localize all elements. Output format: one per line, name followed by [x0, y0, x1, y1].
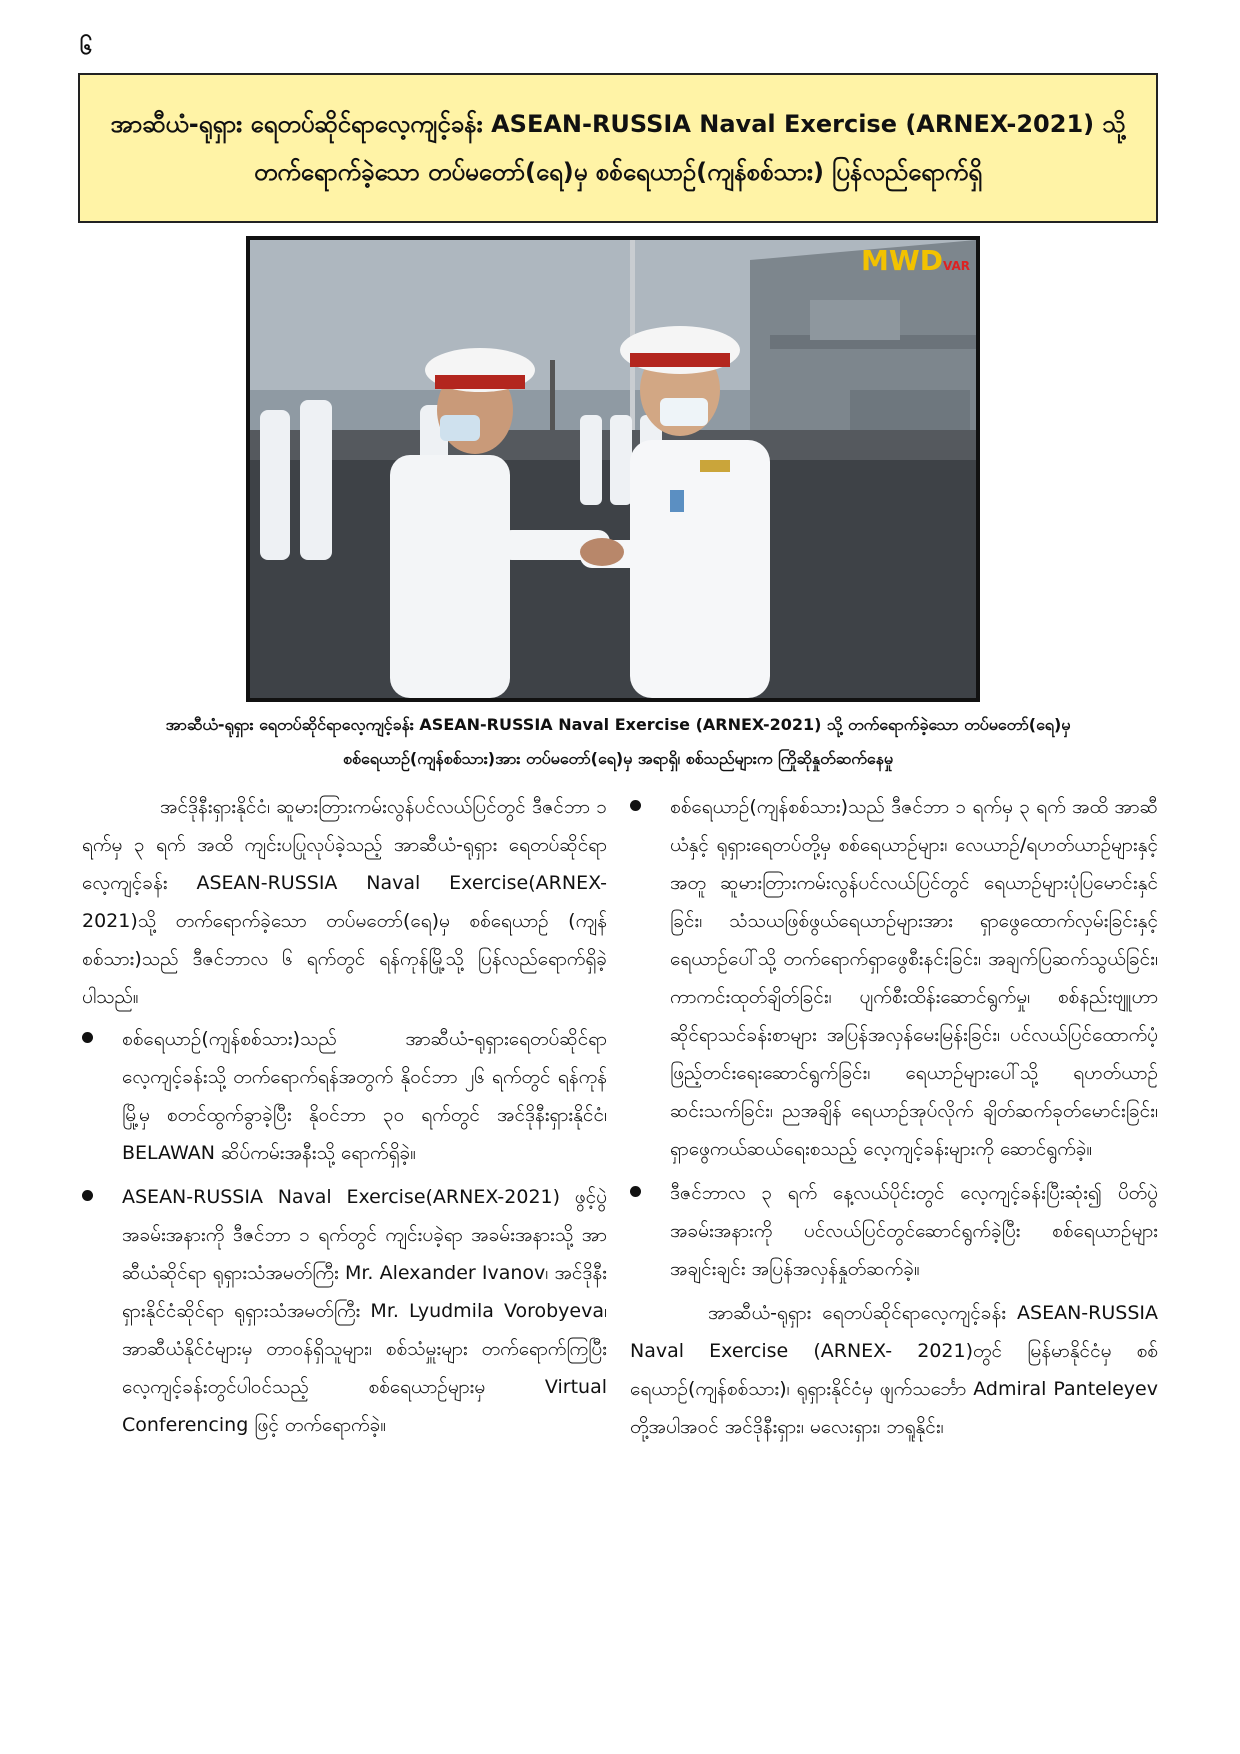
caption-line-1: အာဆီယံ-ရုရှား ရေတပ်ဆိုင်ရာလေ့ကျင့်ခန်း ASEAN-RUSSIA Naval Exercise (ARNEX-2021) သို့ တက်ရောက်ခဲ့သော တပ်မတော်(ရေ)မှ	[165, 715, 1071, 734]
news-photo	[246, 236, 980, 702]
left-column	[82, 788, 607, 1450]
bullet-dot-icon	[82, 1032, 93, 1043]
bullet-text: ဒီဇင်ဘာလ ၃ ရက် နေ့လယ်ပိုင်းတွင် လေ့ကျင့်ခန်းပြီးဆုံး၍ ပိတ်ပွဲအခမ်းအနားကို ပင်လယ်ပြင်တွင်ဆောင်ရွက်ခဲ့ပြီး စစ်ရေယာဉ်များအချင်းချင်း အပြန်အလှန်နှုတ်ဆက်ခဲ့။	[670, 1182, 1158, 1280]
bullet-text: စစ်ရေယာဉ်(ကျန်စစ်သား)သည် အာဆီယံ-ရုရှားရေတပ်ဆိုင်ရာ လေ့ကျင့်ခန်းသို့ တက်ရောက်ရန်အတွက် နိုဝင်ဘာ ၂၆ ရက်တွင် ရန်ကုန်မြို့မှ စတင်ထွက်ခွာခဲ့ပြီး နိုဝင်ဘာ ၃၀ ရက်တွင် အင်ဒိုနီးရှားနိုင်ငံ၊ BELAWAN ဆိပ်ကမ်းအနီးသို့ ရောက်ရှိခဲ့။	[122, 1028, 607, 1164]
photo-caption	[78, 708, 1158, 776]
bullet-item	[630, 788, 1158, 1168]
bullet-item	[630, 1174, 1158, 1288]
tv-watermark	[861, 244, 970, 277]
watermark-suffix: VAR	[943, 259, 970, 273]
page-number: ၆	[80, 35, 93, 60]
headline-box	[78, 73, 1158, 223]
bullet-dot-icon	[82, 1190, 93, 1201]
watermark-logo: MWD	[861, 244, 943, 277]
caption-line-2: စစ်ရေယာဉ်(ကျန်စစ်သား)အား တပ်မတော်(ရေ)မှ အရာရှိ၊ စစ်သည်များက ကြိုဆိုနှုတ်ဆက်နေမှု	[343, 749, 893, 768]
bullet-dot-icon	[630, 800, 641, 811]
intro-paragraph: အင်ဒိုနီးရှားနိုင်ငံ၊ ဆူမားတြားကမ်းလွန်ပင်လယ်ပြင်တွင် ဒီဇင်ဘာ ၁ ရက်မှ ၃ ရက် အထိ ကျင်းပပြုလုပ်ခဲ့သည့် အာဆီယံ-ရုရှား ရေတပ်ဆိုင်ရာလေ့ကျင့်ခန်း ASEAN-RUSSIA Naval Exercise(ARNEX-2021)သို့ တက်ရောက်ခဲ့သော တပ်မတော်(ရေ)မှ စစ်ရေယာဉ် (ကျန်စစ်သား)သည် ဒီဇင်ဘာလ ၆ ရက်တွင် ရန်ကုန်မြို့သို့ ပြန်လည်ရောက်ရှိခဲ့ပါသည်။	[82, 796, 607, 1008]
bullet-text: ASEAN-RUSSIA Naval Exercise(ARNEX-2021) ဖွင့်ပွဲ အခမ်းအနားကို ဒီဇင်ဘာ ၁ ရက်တွင် ကျင်းပခဲ့ရာ အခမ်းအနားသို့ အာဆီယံဆိုင်ရာ ရုရှားသံအမတ်ကြီး Mr. Alexander Ivanov၊ အင်ဒိုနီးရှားနိုင်ငံဆိုင်ရာ ရုရှားသံအမတ်ကြီး Mr. Lyudmila Vorobyeva၊ အာဆီယံနိုင်ငံများမှ တာဝန်ရှိသူများ၊ စစ်သံမှူးများ တက်ရောက်ကြပြီး လေ့ကျင့်ခန်းတွင်ပါဝင်သည့် စစ်ရေယာဉ်များမှ Virtual Conferencing ဖြင့် တက်ရောက်ခဲ့။	[122, 1186, 607, 1436]
right-column	[630, 788, 1158, 1450]
bullet-dot-icon	[630, 1186, 641, 1197]
bullet-item	[82, 1020, 607, 1172]
bullet-item	[82, 1178, 607, 1444]
bullet-text: စစ်ရေယာဉ်(ကျန်စစ်သား)သည် ဒီဇင်ဘာ ၁ ရက်မှ ၃ ရက် အထိ အာဆီယံနှင့် ရုရှားရေတပ်တို့မှ စစ်ရေယာဉ်များ၊ လေယာဉ်/ရဟတ်ယာဉ်များနှင့်အတူ ဆူမားတြားကမ်းလွန်ပင်လယ်ပြင်တွင် ရေယာဉ်များပုံပြမောင်းနှင်ခြင်း၊ သံသယဖြစ်ဖွယ်ရေယာဉ်များအား ရှာဖွေထောက်လှမ်းခြင်းနှင့် ရေယာဉ်ပေါ်သို့ တက်ရောက်ရှာဖွေစီးနင်းခြင်း၊ အချက်ပြဆက်သွယ်ခြင်း၊ ကာကင်းထုတ်ချိတ်ခြင်း၊ ပျက်စီးထိန်းဆောင်ရွက်မှု၊ စစ်နည်းဗျူဟာဆိုင်ရာသင်ခန်းစာများ အပြန်အလှန်မေးမြန်းခြင်း၊ ပင်လယ်ပြင်ထောက်ပံ့ဖြည့်တင်းရေးဆောင်ရွက်ခြင်း၊ ရေယာဉ်များပေါ်သို့ ရဟတ်ယာဉ်ဆင်းသက်ခြင်း၊ ညအချိန် ရေယာဉ်အုပ်လိုက် ချိတ်ဆက်ခုတ်မောင်းခြင်း၊ ရှာဖွေကယ်ဆယ်ရေးစသည့် လေ့ကျင့်ခန်းများကို ဆောင်ရွက်ခဲ့။	[670, 796, 1158, 1160]
headline-line-2: တက်ရောက်ခဲ့သော တပ်မတော်(ရေ)မှ စစ်ရေယာဉ်(ကျန်စစ်သား) ပြန်လည်ရောက်ရှိ	[253, 158, 983, 186]
closing-paragraph: အာဆီယံ-ရုရှား ရေတပ်ဆိုင်ရာလေ့ကျင့်ခန်း ASEAN-RUSSIA Naval Exercise (ARNEX- 2021)တွင် မြန်မာနိုင်ငံမှ စစ်ရေယာဉ်(ကျန်စစ်သား)၊ ရုရှားနိုင်ငံမှ ဖျက်သင်္ဘော Admiral Panteleyev တို့အပါအဝင် အင်ဒိုနီးရှား၊ မလေးရှား၊ ဘရူနိုင်း၊	[630, 1302, 1158, 1438]
headline-line-1: အာဆီယံ-ရုရှား ရေတပ်ဆိုင်ရာလေ့ကျင့်ခန်း ASEAN-RUSSIA Naval Exercise (ARNEX-2021) သို့	[110, 110, 1126, 138]
photo-illustration	[250, 240, 976, 698]
